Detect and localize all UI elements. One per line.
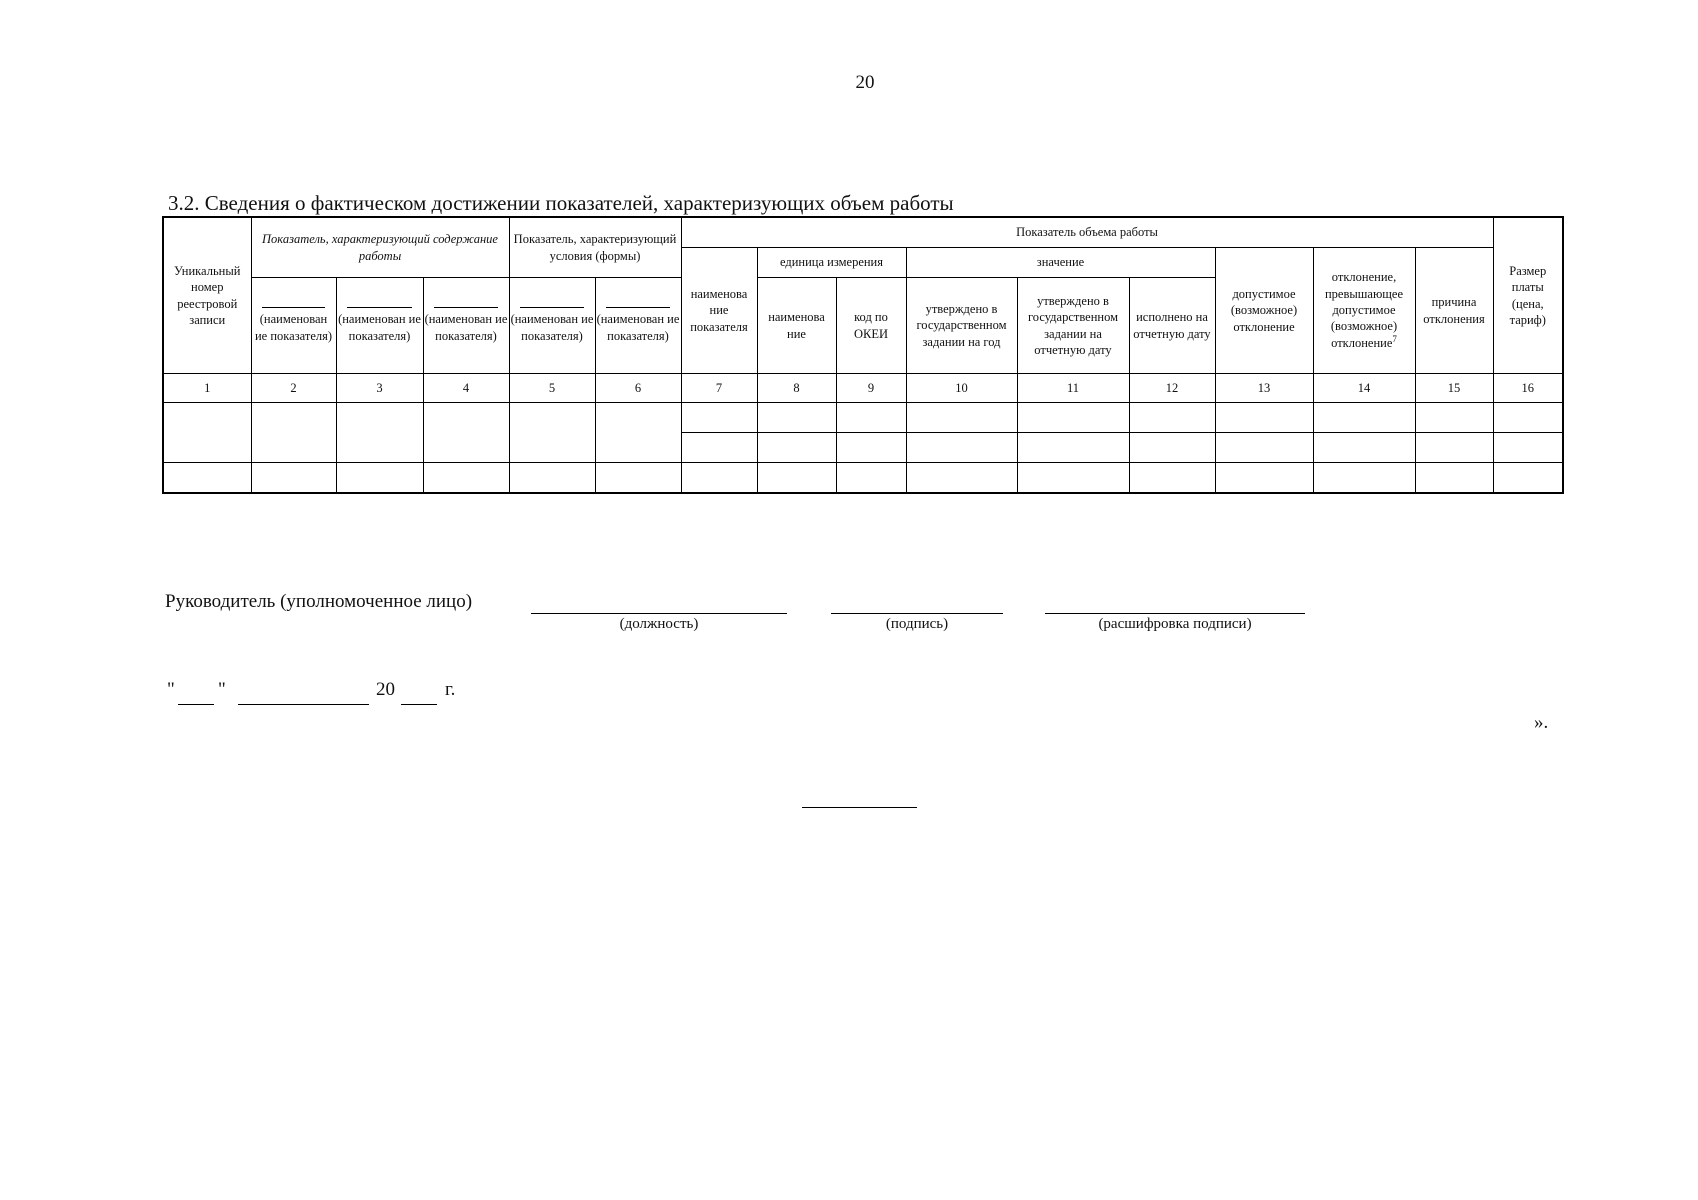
date-year-suffix: г. — [445, 679, 456, 700]
header-unit: единица измерения — [757, 248, 906, 278]
header-unique-record: Уникальный номер реестровой записи — [163, 217, 251, 374]
signature-decode-field[interactable] — [1045, 613, 1305, 614]
table-cell[interactable] — [1313, 463, 1415, 494]
table-cell[interactable] — [163, 403, 251, 463]
header-unit-okei: код по ОКЕИ — [836, 278, 906, 374]
table-cell[interactable] — [681, 463, 757, 494]
column-number: 16 — [1493, 374, 1563, 403]
header-indicator-name: наименова ние показателя — [681, 248, 757, 374]
header-sub-indicator: (наименован ие показателя) — [336, 278, 423, 374]
signature-caption: (подпись) — [885, 616, 949, 632]
table-cell[interactable] — [251, 463, 336, 494]
table-cell[interactable] — [1017, 463, 1129, 494]
column-number: 5 — [509, 374, 595, 403]
header-sub-indicator: (наименован ие показателя) — [595, 278, 681, 374]
table-cell[interactable] — [423, 463, 509, 494]
table-cell[interactable] — [1493, 403, 1563, 433]
table-cell[interactable] — [757, 403, 836, 433]
header-sub-indicator: (наименован ие показателя) — [509, 278, 595, 374]
header-value: значение — [906, 248, 1215, 278]
header-approved-report-date: утверждено в государственном задании на отчетную дату — [1017, 278, 1129, 374]
table-cell[interactable] — [1129, 403, 1215, 433]
column-number: 9 — [836, 374, 906, 403]
date-year-field[interactable] — [401, 704, 437, 705]
table-cell[interactable] — [1215, 433, 1313, 463]
header-approved-year: утверждено в государственном задании на год — [906, 278, 1017, 374]
header-executed-report-date: исполнено на отчетную дату — [1129, 278, 1215, 374]
table-cell[interactable] — [336, 463, 423, 494]
table-cell[interactable] — [1129, 433, 1215, 463]
table-cell[interactable] — [336, 403, 423, 463]
column-number: 12 — [1129, 374, 1215, 403]
table-cell[interactable] — [423, 403, 509, 463]
table-cell[interactable] — [1215, 463, 1313, 494]
header-content-indicator: Показатель, характеризующий содержание работы — [251, 217, 509, 278]
table-cell[interactable] — [1415, 433, 1493, 463]
position-caption: (должность) — [619, 616, 699, 632]
header-fee: Размер платы (цена, тариф) — [1493, 217, 1563, 374]
column-number: 7 — [681, 374, 757, 403]
work-volume-table — [162, 216, 1564, 494]
table-cell[interactable] — [836, 403, 906, 433]
table-cell[interactable] — [595, 463, 681, 494]
table-cell[interactable] — [163, 463, 251, 494]
table-cell[interactable] — [1415, 403, 1493, 433]
header-allowed-deviation: допустимое (возможное) отклонение — [1215, 248, 1313, 374]
column-number: 13 — [1215, 374, 1313, 403]
table-cell[interactable] — [836, 463, 906, 494]
header-sub-indicator: (наименован ие показателя) — [251, 278, 336, 374]
column-number: 15 — [1415, 374, 1493, 403]
column-number: 1 — [163, 374, 251, 403]
column-number: 3 — [336, 374, 423, 403]
header-sub-indicator: (наименован ие показателя) — [423, 278, 509, 374]
column-number: 2 — [251, 374, 336, 403]
table-cell[interactable] — [1017, 433, 1129, 463]
position-field[interactable] — [531, 613, 787, 614]
table-cell[interactable] — [1017, 403, 1129, 433]
table-cell[interactable] — [1215, 403, 1313, 433]
column-number: 10 — [906, 374, 1017, 403]
date-month-field[interactable] — [238, 704, 369, 705]
table-cell[interactable] — [509, 463, 595, 494]
signatory-label: Руководитель (уполномоченное лицо) — [165, 591, 473, 612]
column-number: 8 — [757, 374, 836, 403]
table-cell[interactable] — [1493, 463, 1563, 494]
table-cell[interactable] — [906, 463, 1017, 494]
column-number: 6 — [595, 374, 681, 403]
date-day-field[interactable] — [178, 704, 214, 705]
header-condition-indicator: Показатель, характеризующий условия (формы) — [509, 217, 681, 278]
table-cell[interactable] — [757, 463, 836, 494]
header-unit-name: наименова ние — [757, 278, 836, 374]
date-quote-open: " — [167, 679, 175, 700]
table-cell[interactable] — [836, 433, 906, 463]
section-title: 3.2. Сведения о фактическом достижении показателей, характеризующих объем работы — [168, 191, 954, 215]
date-year-prefix: 20 — [376, 679, 395, 700]
header-exceeding-deviation: отклонение, превышающее допустимое (возможное) отклонение$^7$ — [1313, 248, 1415, 374]
column-number: 14 — [1313, 374, 1415, 403]
closing-mark: ». — [1534, 712, 1549, 733]
table-cell[interactable] — [906, 433, 1017, 463]
header-deviation-reason: причина отклонения — [1415, 248, 1493, 374]
table-cell[interactable] — [1313, 433, 1415, 463]
table-cell[interactable] — [681, 433, 757, 463]
column-number: 4 — [423, 374, 509, 403]
header-volume-indicator: Показатель объема работы — [681, 217, 1493, 248]
table-cell[interactable] — [1415, 463, 1493, 494]
table-cell[interactable] — [757, 433, 836, 463]
signature-decode-caption: (расшифровка подписи) — [1098, 616, 1252, 632]
table-cell[interactable] — [595, 403, 681, 463]
table-cell[interactable] — [906, 403, 1017, 433]
signature-field[interactable] — [831, 613, 1003, 614]
page-number: 20 — [855, 72, 875, 93]
table-cell[interactable] — [1313, 403, 1415, 433]
column-number: 11 — [1017, 374, 1129, 403]
table-cell[interactable] — [509, 403, 595, 463]
footer-rule — [802, 807, 917, 808]
table-cell[interactable] — [681, 403, 757, 433]
date-quote-close: " — [218, 679, 226, 700]
table-cell[interactable] — [1493, 433, 1563, 463]
table-cell[interactable] — [251, 403, 336, 463]
table-cell[interactable] — [1129, 463, 1215, 494]
